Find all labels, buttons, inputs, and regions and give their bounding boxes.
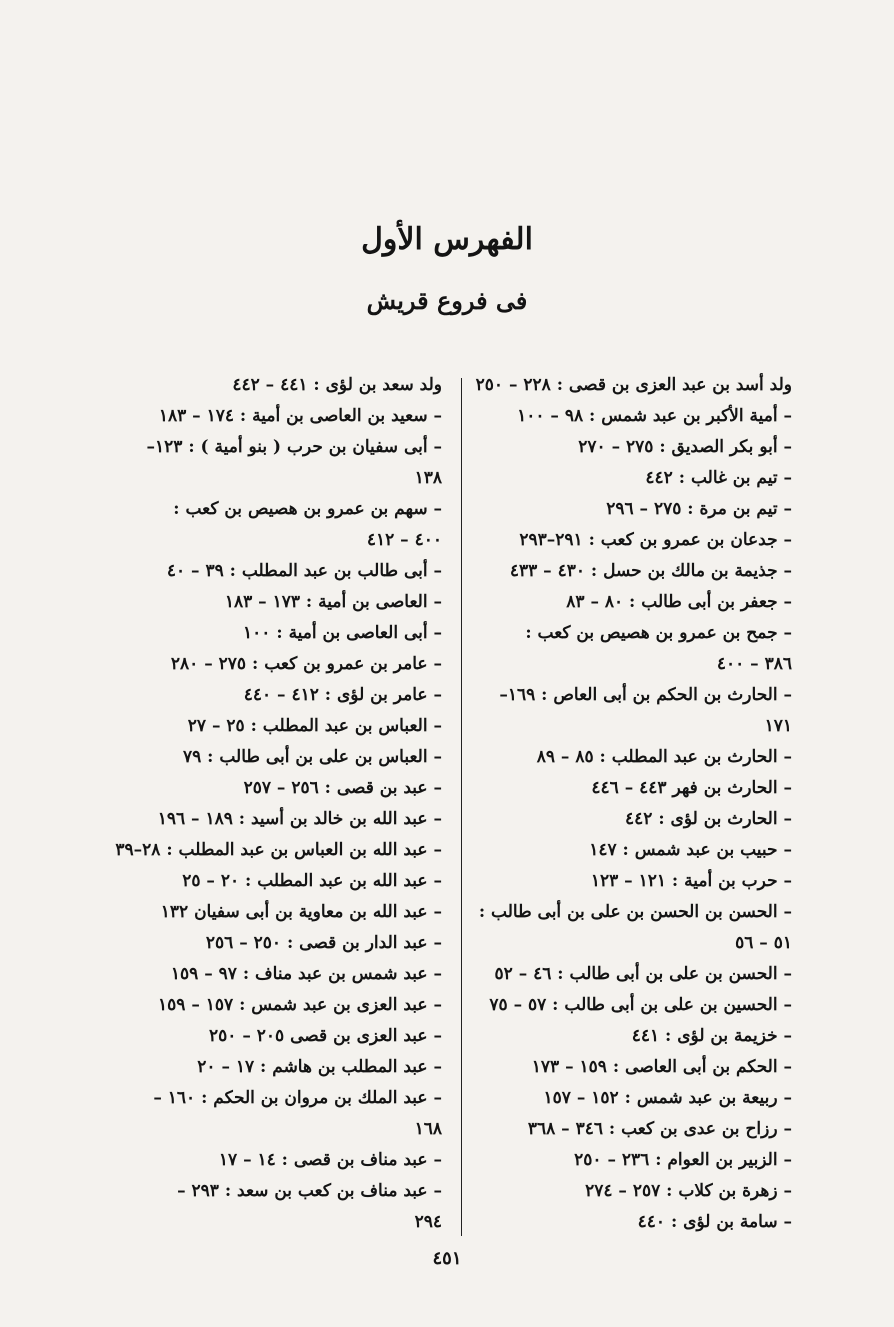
index-entry: – عبد المطلب بن هاشم : ١٧ – ٢٠ <box>197 1057 442 1077</box>
index-entry: – تيم بن مرة : ٢٧٥ – ٢٩٦ <box>606 499 792 519</box>
index-entry: – عبد بن قصى : ٢٥٦ – ٢٥٧ <box>243 778 442 798</box>
index-column-left <box>115 370 442 1238</box>
index-entry: – عبد شمس بن عبد مناف : ٩٧ – ١٥٩ <box>170 964 442 984</box>
index-entry: – عبد الملك بن مروان بن الحكم : ١٦٠ – <box>153 1088 442 1108</box>
index-entry: ٥١ – ٥٦ <box>735 933 792 953</box>
index-entry: – الحسن بن على بن أبى طالب : ٤٦ – ٥٢ <box>494 964 792 984</box>
index-entry: – ربيعة بن عبد شمس : ١٥٢ – ١٥٧ <box>543 1088 792 1108</box>
index-entry: – أمية الأكبر بن عبد شمس : ٩٨ – ١٠٠ <box>517 406 792 426</box>
index-entry: – عبد العزى بن قصى ٢٠٥ – ٢٥٠ <box>209 1026 442 1046</box>
column-divider <box>461 378 462 1236</box>
index-entry: ١٣٨ <box>414 468 442 488</box>
index-entry: ولد سعد بن لؤى : ٤٤١ – ٤٤٢ <box>232 375 442 395</box>
index-entry: – عامر بن لؤى : ٤١٢ – ٤٤٠ <box>243 685 442 705</box>
index-entry: – عبد الله بن معاوية بن أبى سفيان ١٣٢ <box>160 902 442 922</box>
index-entry: – عبد الله بن العباس بن عبد المطلب : ٢٨–٣٩ <box>115 840 442 860</box>
index-entry: – العباس بن على بن أبى طالب : ٧٩ <box>182 747 442 767</box>
index-entry: – عبد الدار بن قصى : ٢٥٠ – ٢٥٦ <box>205 933 442 953</box>
index-entry: – عبد الله بن خالد بن أسيد : ١٨٩ – ١٩٦ <box>157 809 442 829</box>
index-entry: – الحكم بن أبى العاصى : ١٥٩ – ١٧٣ <box>531 1057 792 1077</box>
index-entry: – العاصى بن أمية : ١٧٣ – ١٨٣ <box>224 592 442 612</box>
index-entry: ٣٨٦ – ٤٠٠ <box>716 654 792 674</box>
index-entry: ولد أسد بن عبد العزى بن قصى : ٢٢٨ – ٢٥٠ <box>475 375 792 395</box>
index-entry: – أبى طالب بن عبد المطلب : ٣٩ – ٤٠ <box>166 561 442 581</box>
index-entry: – رزاح بن عدى بن كعب : ٣٤٦ – ٣٦٨ <box>527 1119 792 1139</box>
index-entry: – الحارث بن الحكم بن أبى العاص : ١٦٩– <box>499 685 792 705</box>
index-entry: – الحارث بن عبد المطلب : ٨٥ – ٨٩ <box>536 747 792 767</box>
index-entry: ١٦٨ <box>414 1119 442 1139</box>
index-entry: – عامر بن عمرو بن كعب : ٢٧٥ – ٢٨٠ <box>170 654 442 674</box>
index-entry: – جذيمة بن مالك بن حسل : ٤٣٠ – ٤٣٣ <box>509 561 792 581</box>
index-entry: – حرب بن أمية : ١٢١ – ١٢٣ <box>590 871 792 891</box>
index-entry: – حبيب بن عبد شمس : ١٤٧ <box>589 840 792 860</box>
index-entry: – زهرة بن كلاب : ٢٥٧ – ٢٧٤ <box>585 1181 792 1201</box>
index-column-right <box>475 370 792 1238</box>
index-entry: – سعيد بن العاصى بن أمية : ١٧٤ – ١٨٣ <box>158 406 442 426</box>
index-entry: – تيم بن غالب : ٤٤٢ <box>645 468 792 488</box>
index-entry: – الحسين بن على بن أبى طالب : ٥٧ – ٧٥ <box>489 995 792 1015</box>
index-entry: – جمح بن عمرو بن هصيص بن كعب : <box>525 623 792 643</box>
index-entry: – جدعان بن عمرو بن كعب : ٢٩١–٢٩٣ <box>519 530 792 550</box>
index-entry: – عبد مناف بن قصى : ١٤ – ١٧ <box>218 1150 442 1170</box>
index-entry: – عبد العزى بن عبد شمس : ١٥٧ – ١٥٩ <box>158 995 442 1015</box>
index-entry: ٤٠٠ – ٤١٢ <box>366 530 442 550</box>
index-entry: – أبو بكر الصديق : ٢٧٥ – ٢٧٠ <box>578 437 792 457</box>
page-title: الفهرس الأول <box>361 222 533 257</box>
index-entry: – سامة بن لؤى : ٤٤٠ <box>637 1212 792 1232</box>
page-number: ٤٥١ <box>432 1248 462 1269</box>
index-entry: – عبد مناف بن كعب بن سعد : ٢٩٣ – <box>177 1181 442 1201</box>
page-subtitle: فى فروع قريش <box>366 286 528 315</box>
index-entry: – عبد الله بن عبد المطلب : ٢٠ – ٢٥ <box>182 871 442 891</box>
index-entry: ٢٩٤ <box>414 1212 442 1232</box>
index-entry: – خزيمة بن لؤى : ٤٤١ <box>631 1026 792 1046</box>
index-entry: – أبى العاصى بن أمية : ١٠٠ <box>243 623 442 643</box>
index-entry: – الحارث بن لؤى : ٤٤٢ <box>625 809 792 829</box>
index-entry: ١٧١ <box>764 716 792 736</box>
index-entry: – سهم بن عمرو بن هصيص بن كعب : <box>173 499 442 519</box>
index-entry: – الحارث بن فهر ٤٤٣ – ٤٤٦ <box>591 778 792 798</box>
index-entry: – الحسن بن الحسن بن على بن أبى طالب : <box>478 902 792 922</box>
index-entry: – الزبير بن العوام : ٢٣٦ – ٢٥٠ <box>574 1150 792 1170</box>
index-entry: – جعفر بن أبى طالب : ٨٠ – ٨٣ <box>566 592 792 612</box>
index-entry: – أبى سفيان بن حرب ( بنو أمية ) : ١٢٣– <box>146 437 442 457</box>
index-entry: – العباس بن عبد المطلب : ٢٥ – ٢٧ <box>187 716 442 736</box>
